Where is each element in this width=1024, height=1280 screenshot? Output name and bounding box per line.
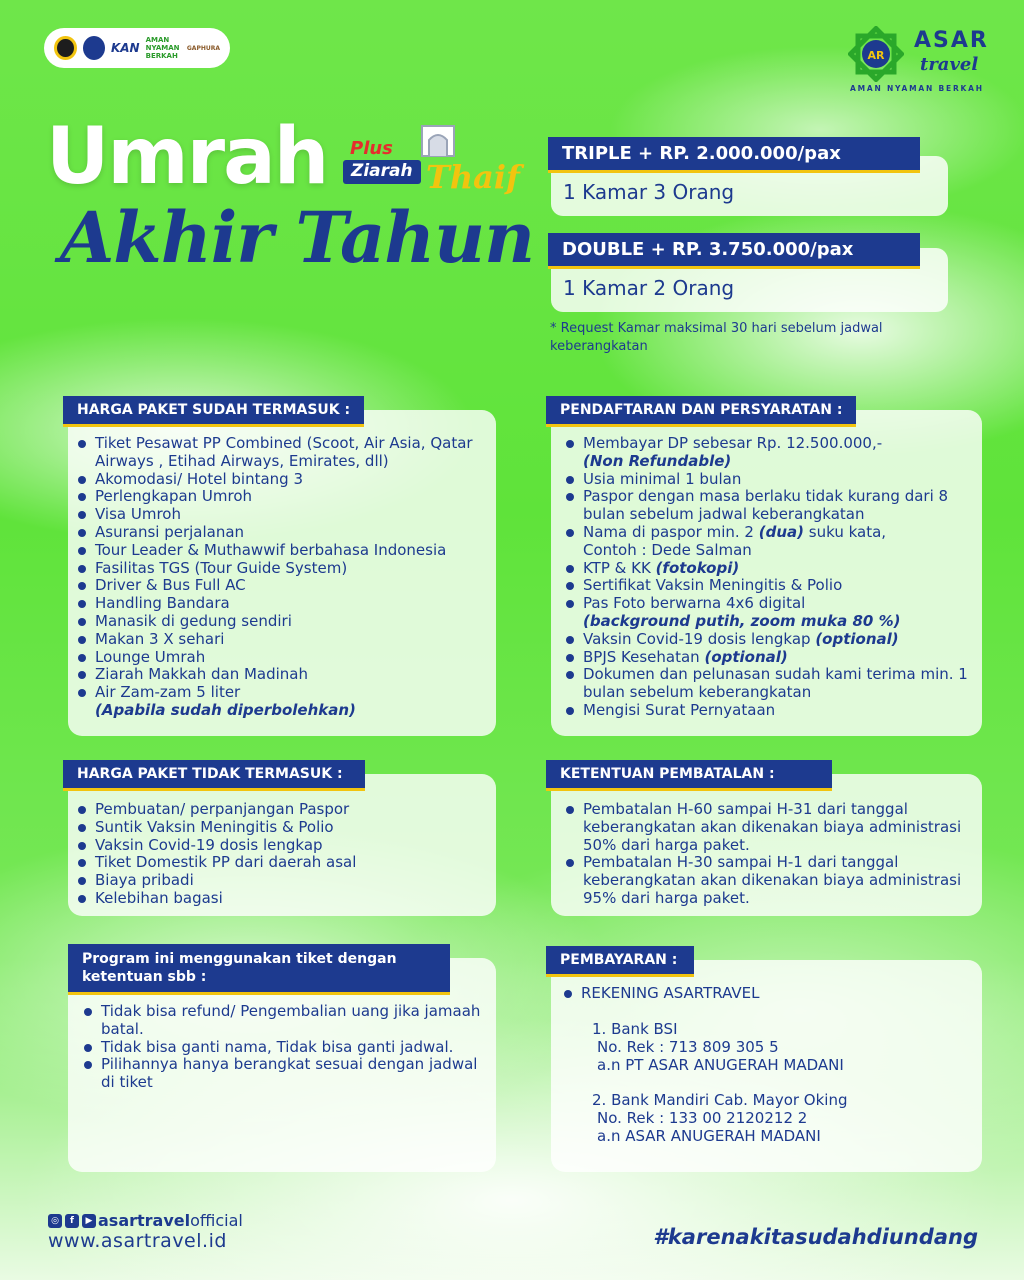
partner-logo-icon: [83, 36, 105, 60]
youtube-icon[interactable]: ▶: [82, 1214, 96, 1228]
list-item-text: KTP & KK: [583, 558, 656, 577]
bank-1-name: 1. Bank BSI: [592, 1020, 678, 1038]
list-item-example: Contoh : Dede Salman: [583, 540, 752, 559]
cancellation-heading: KETENTUAN PEMBATALAN :: [546, 760, 832, 791]
ticket-list: [82, 1003, 492, 1092]
list-item: Pembuatan/ perpanjangan Paspor: [76, 801, 496, 819]
list-item: Makan 3 X sehari: [76, 631, 496, 649]
list-item: Tidak bisa refund/ Pengembalian uang jika jamaah batal.: [82, 1003, 492, 1039]
included-list: [76, 435, 496, 720]
payment-heading: PEMBAYARAN :: [546, 946, 694, 977]
list-item-emphasis: (optional): [704, 647, 788, 666]
gate-arch-icon: [420, 124, 456, 158]
list-item: Tiket Pesawat PP Combined (Scoot, Air Asia, Qatar Airways , Etihad Airways, Emirates, dll): [76, 435, 496, 471]
list-item-note: (background putih, zoom muka 80 %): [583, 611, 901, 630]
list-item: Handling Bandara: [76, 595, 496, 613]
list-item: Pembatalan H-60 sampai H-31 dari tanggal keberangkatan akan dikenakan biaya administrasi 50% dari harga paket.: [564, 801, 974, 854]
list-item: Perlengkapan Umroh: [76, 488, 496, 506]
list-item: [564, 649, 982, 667]
price-body-triple: 1 Kamar 3 Orang: [563, 180, 735, 204]
list-item-text: Vaksin Covid-19 dosis lengkap: [583, 629, 816, 648]
list-item: Asuransi perjalanan: [76, 524, 496, 542]
price-head-double: DOUBLE + RP. 3.750.000/pax: [548, 233, 920, 269]
list-item: Ziarah Makkah dan Madinah: [76, 666, 496, 684]
list-item-text: suku kata,: [804, 522, 887, 541]
list-item: Dokumen dan pelunasan sudah kami terima min. 1 bulan sebelum keberangkatan: [564, 666, 982, 702]
list-item: Kelebihan bagasi: [76, 890, 496, 908]
brand-mark-text: AR: [867, 49, 885, 62]
price-body-double: 1 Kamar 2 Orang: [563, 276, 735, 300]
title-akhir-tahun: Akhir Tahun: [60, 196, 534, 279]
registration-heading: PENDAFTARAN DAN PERSYARATAN :: [546, 396, 856, 427]
kan-logo: KAN: [110, 40, 140, 55]
list-item: Fasilitas TGS (Tour Guide System): [76, 560, 496, 578]
bank-2-name: 2. Bank Mandiri Cab. Mayor Oking: [592, 1091, 848, 1109]
list-item: Manasik di gedung sendiri: [76, 613, 496, 631]
partner-logo-icon: [54, 36, 77, 60]
title-plus: Plus: [350, 138, 393, 159]
hashtag: #karenakitasudahdiundang: [653, 1225, 978, 1249]
list-item: Visa Umroh: [76, 506, 496, 524]
list-item-emphasis: (optional): [815, 629, 899, 648]
list-item: Tidak bisa ganti nama, Tidak bisa ganti jadwal.: [82, 1039, 492, 1057]
list-item: Usia minimal 1 bulan: [564, 471, 982, 489]
bank-2-account-holder: a.n ASAR ANUGERAH MADANI: [597, 1127, 821, 1145]
brand-tagline: AMAN NYAMAN BERKAH: [850, 84, 984, 93]
list-item: Tiket Domestik PP dari daerah asal: [76, 854, 496, 872]
list-item: [564, 435, 982, 471]
list-item: Paspor dengan masa berlaku tidak kurang dari 8 bulan sebelum jadwal keberangkatan: [564, 488, 982, 524]
excluded-heading: HARGA PAKET TIDAK TERMASUK :: [63, 760, 365, 791]
list-item: Lounge Umrah: [76, 649, 496, 667]
list-item: Pembatalan H-30 sampai H-1 dari tanggal keberangkatan akan dikenakan biaya administrasi 95% dari harga paket.: [564, 854, 974, 907]
room-request-note: * Request Kamar maksimal 30 hari sebelum jadwal keberangkatan: [550, 321, 883, 354]
title-thaif: Thaif: [426, 158, 520, 196]
ticket-heading: Program ini menggunakan tiket dengan ketentuan sbb :: [68, 944, 450, 995]
title-umrah: Umrah: [46, 112, 328, 202]
registration-list: [564, 435, 982, 720]
gaphura-logo: GAPHURA: [186, 44, 220, 52]
list-item: Driver & Bus Full AC: [76, 577, 496, 595]
list-item-note: (Non Refundable): [583, 451, 732, 470]
list-item: [564, 631, 982, 649]
list-item-emphasis: (fotokopi): [655, 558, 740, 577]
list-item: Sertifikat Vaksin Meningitis & Polio: [564, 577, 982, 595]
brand-sub: travel: [920, 54, 979, 75]
brand-logo: [846, 22, 989, 98]
list-item-text: BPJS Kesehatan: [583, 647, 705, 666]
payment-list: [562, 985, 972, 1003]
social-handle-rest: official: [190, 1211, 243, 1230]
website-link[interactable]: www.asartravel.id: [48, 1230, 227, 1252]
brand-name: ASAR: [914, 28, 989, 53]
excluded-list: [76, 801, 496, 908]
list-item: Biaya pribadi: [76, 872, 496, 890]
list-item: [564, 560, 982, 578]
list-item: Vaksin Covid-19 dosis lengkap: [76, 837, 496, 855]
social-icons: [48, 1214, 96, 1228]
list-item: Tour Leader & Muthawwif berbahasa Indonesia: [76, 542, 496, 560]
list-item-text: Nama di paspor min. 2: [583, 522, 759, 541]
list-item: Suntik Vaksin Meningitis & Polio: [76, 819, 496, 837]
social-handle[interactable]: [98, 1211, 243, 1230]
list-item-text: Membayar DP sebesar Rp. 12.500.000,-: [583, 434, 883, 452]
price-head-triple: TRIPLE + RP. 2.000.000/pax: [548, 137, 920, 173]
list-item: [564, 595, 982, 631]
list-item: [76, 684, 496, 720]
list-item-note: (Apabila sudah diperbolehkan): [95, 700, 356, 719]
social-handle-bold: asartravel: [98, 1211, 191, 1230]
list-item-text: Pas Foto berwarna 4x6 digital: [583, 594, 806, 613]
bank-2-account-number: No. Rek : 133 00 2120212 2: [597, 1109, 808, 1127]
list-item: REKENING ASARTRAVEL: [562, 985, 972, 1003]
asar-emblem-icon: [848, 26, 904, 82]
aman-logo: AMAN NYAMAN BERKAH: [145, 36, 180, 60]
bank-1-account-holder: a.n PT ASAR ANUGERAH MADANI: [597, 1056, 844, 1074]
list-item: Pilihannya hanya berangkat sesuai dengan jadwal di tiket: [82, 1056, 492, 1092]
cancellation-list: [564, 801, 974, 908]
list-item: Akomodasi/ Hotel bintang 3: [76, 471, 496, 489]
facebook-icon[interactable]: f: [65, 1214, 79, 1228]
list-item: [564, 524, 982, 560]
list-item: Mengisi Surat Pernyataan: [564, 702, 982, 720]
title-ziarah: Ziarah: [343, 160, 421, 184]
list-item-emphasis: (dua): [758, 522, 804, 541]
partner-logos: [44, 28, 230, 68]
instagram-icon[interactable]: ◎: [48, 1214, 62, 1228]
bank-1-account-number: No. Rek : 713 809 305 5: [597, 1038, 779, 1056]
list-item-text: Air Zam-zam 5 liter: [95, 683, 241, 702]
included-heading: HARGA PAKET SUDAH TERMASUK :: [63, 396, 364, 427]
